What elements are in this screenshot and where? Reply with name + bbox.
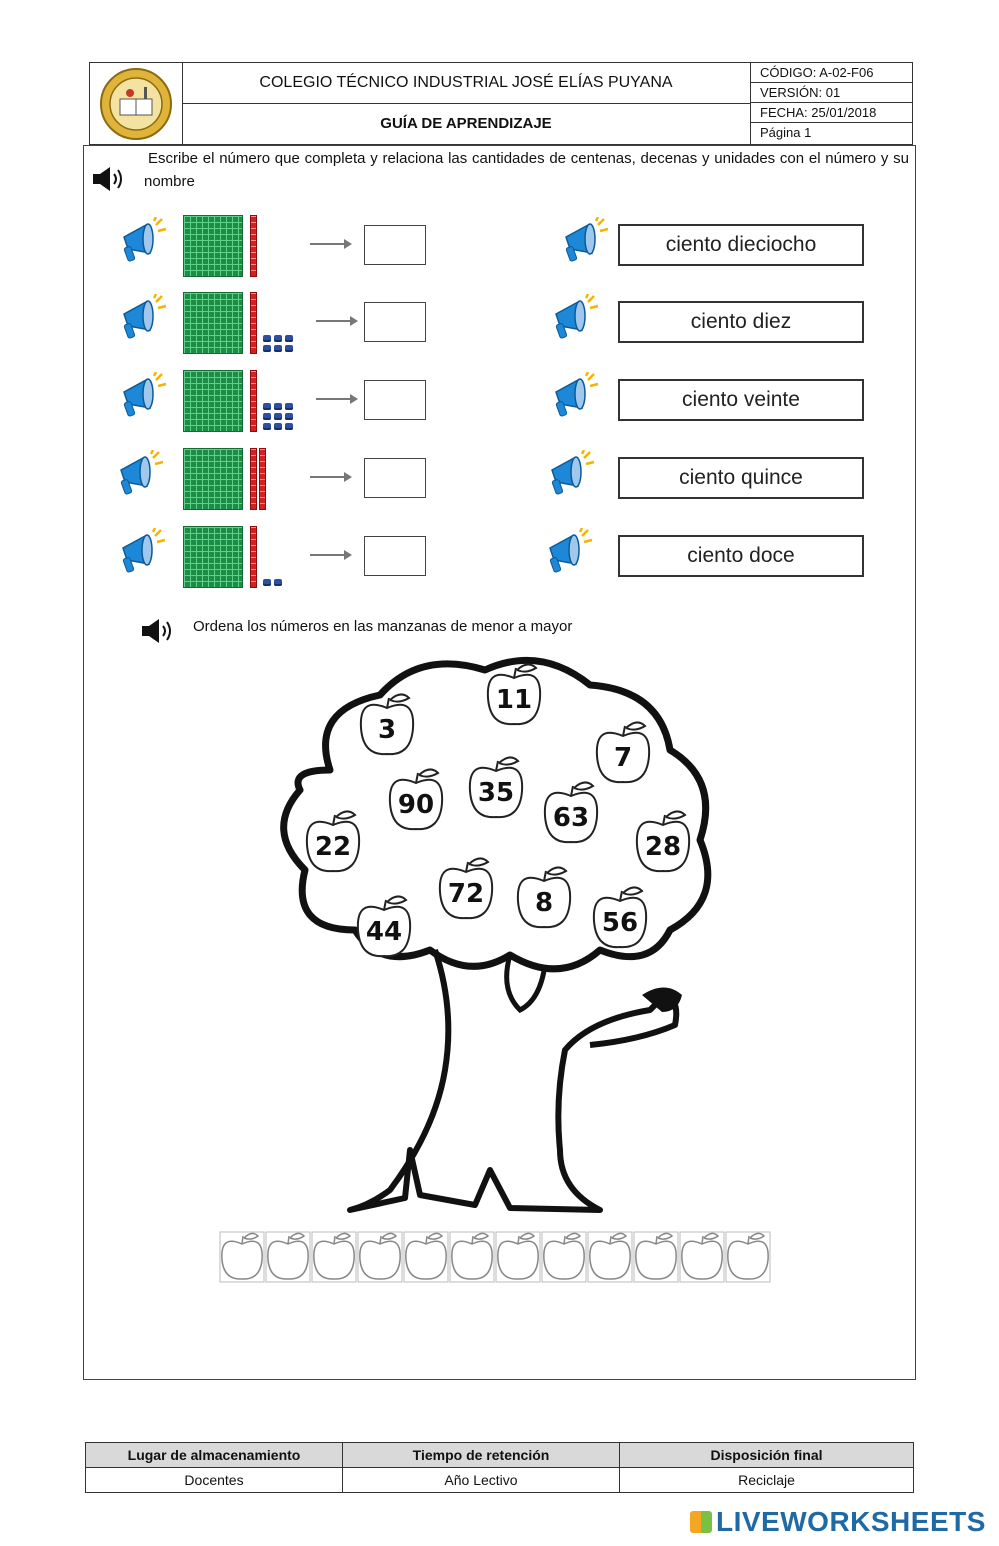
hundred-block [183, 370, 243, 432]
apple-outline-icon [498, 1241, 538, 1279]
apple-number-label: 22 [314, 832, 352, 862]
unit-cube [274, 345, 282, 352]
empty-apple-slot[interactable] [634, 1232, 678, 1282]
disposal-value: Reciclaje [620, 1468, 914, 1493]
apple-number-label: 56 [601, 908, 639, 938]
col-storage-header: Lugar de almacenamiento [86, 1443, 343, 1468]
unit-cube [263, 579, 271, 586]
apple-number-label: 3 [377, 715, 397, 745]
number-name-box[interactable]: ciento quince [618, 457, 864, 499]
empty-apple-slot[interactable] [358, 1232, 402, 1282]
document-meta [750, 63, 913, 144]
megaphone-icon[interactable] [544, 450, 596, 505]
megaphone-icon[interactable] [116, 217, 168, 272]
instruction-1: Escribe el número que completa y relaciona las cantidades de centenas, decenas y unidades con el número y su nombre [144, 150, 909, 190]
page-field: Página 1 [760, 125, 812, 140]
empty-apple-slot[interactable] [680, 1232, 724, 1282]
number-name-box[interactable]: ciento doce [618, 535, 864, 577]
apple-outline-icon [544, 1241, 584, 1279]
unit-cube [285, 345, 293, 352]
speaker-icon[interactable] [92, 165, 130, 198]
empty-apple-slot[interactable] [404, 1232, 448, 1282]
ten-rod [250, 215, 257, 277]
apple-number-label: 72 [447, 879, 485, 909]
version-field: VERSIÓN: 01 [751, 83, 913, 103]
empty-apple-slot[interactable] [496, 1232, 540, 1282]
school-logo [90, 63, 183, 144]
ten-rod [250, 370, 257, 432]
hundred-block [183, 526, 243, 588]
unit-cube [274, 413, 282, 420]
number-name-box[interactable]: ciento dieciocho [618, 224, 864, 266]
empty-apple-slot[interactable] [588, 1232, 632, 1282]
hundred-block [183, 215, 243, 277]
unit-cube [285, 413, 293, 420]
apple-outline-icon [590, 1241, 630, 1279]
brand-text: LIVEWORKSHEETS [716, 1506, 986, 1537]
answer-box[interactable] [364, 302, 426, 342]
unit-cube [274, 335, 282, 342]
code-field: CÓDIGO: A-02-F06 [751, 63, 913, 83]
liveworksheets-badge-icon [690, 1511, 712, 1533]
hundred-block [183, 292, 243, 354]
apple-outline-icon [222, 1241, 262, 1279]
document-header [89, 62, 913, 145]
apple-outline-icon [452, 1241, 492, 1279]
apple-number-label: 7 [613, 743, 633, 773]
arrow-icon [310, 243, 350, 245]
arrow-icon [316, 398, 356, 400]
unit-cube [263, 413, 271, 420]
school-name: COLEGIO TÉCNICO INDUSTRIAL JOSÉ ELÍAS PUYANA [182, 63, 750, 104]
number-name-box[interactable]: ciento diez [618, 301, 864, 343]
hundred-block [183, 448, 243, 510]
answer-box[interactable] [364, 225, 426, 265]
megaphone-icon[interactable] [548, 372, 600, 427]
unit-cube [274, 423, 282, 430]
ten-rod [250, 292, 257, 354]
megaphone-icon[interactable] [113, 450, 165, 505]
apple-outline-icon [728, 1241, 768, 1279]
number-name-box[interactable]: ciento veinte [618, 379, 864, 421]
unit-cube [263, 335, 271, 342]
speaker-icon[interactable] [141, 617, 179, 650]
apple-outline-icon [636, 1241, 676, 1279]
ten-rod [250, 448, 257, 510]
unit-cube [285, 335, 293, 342]
apple-outline-icon [314, 1241, 354, 1279]
ten-rod [259, 448, 266, 510]
megaphone-icon[interactable] [558, 217, 610, 272]
empty-apple-slot[interactable] [312, 1232, 356, 1282]
arrow-icon [316, 320, 356, 322]
unit-cube [263, 403, 271, 410]
apple-number-label: 28 [644, 832, 682, 862]
empty-apple-slot[interactable] [266, 1232, 310, 1282]
apple-number-label: 8 [534, 888, 554, 918]
ten-rod [250, 526, 257, 588]
megaphone-icon[interactable] [116, 294, 168, 349]
answer-box[interactable] [364, 458, 426, 498]
apple-outline-icon [682, 1241, 722, 1279]
storage-value: Docentes [86, 1468, 343, 1493]
unit-cube [263, 423, 271, 430]
unit-cube [285, 403, 293, 410]
apple-number-label: 44 [365, 917, 403, 947]
megaphone-icon[interactable] [542, 528, 594, 583]
unit-cube [263, 345, 271, 352]
retention-value: Año Lectivo [343, 1468, 620, 1493]
liveworksheets-logo[interactable] [690, 1506, 986, 1538]
empty-apple-slot[interactable] [450, 1232, 494, 1282]
unit-cube [274, 579, 282, 586]
apple-outline-icon [268, 1241, 308, 1279]
apple-number-label: 90 [397, 790, 435, 820]
arrow-icon [310, 476, 350, 478]
document-type: GUÍA DE APRENDIZAJE [380, 115, 552, 132]
arrow-icon [310, 554, 350, 556]
megaphone-icon[interactable] [548, 294, 600, 349]
date-field: FECHA: 25/01/2018 [751, 103, 913, 123]
megaphone-icon[interactable] [115, 528, 167, 583]
apple-number-label: 11 [495, 685, 533, 715]
apple-outline-icon [360, 1241, 400, 1279]
answer-box[interactable] [364, 536, 426, 576]
answer-apples-row [218, 1230, 774, 1284]
unit-cube [285, 423, 293, 430]
apple-number-label: 63 [552, 803, 590, 833]
col-disposal-header: Disposición final [620, 1443, 914, 1468]
answer-box[interactable] [364, 380, 426, 420]
unit-cube [274, 403, 282, 410]
apple-tree [270, 650, 730, 1230]
megaphone-icon[interactable] [116, 372, 168, 427]
retention-table [85, 1442, 914, 1493]
instruction-2: Ordena los números en las manzanas de menor a mayor [193, 618, 573, 635]
apple-outline-icon [406, 1241, 446, 1279]
empty-apple-slot[interactable] [220, 1232, 264, 1282]
empty-apple-slot[interactable] [726, 1232, 770, 1282]
col-retention-header: Tiempo de retención [343, 1443, 620, 1468]
empty-apple-slot[interactable] [542, 1232, 586, 1282]
apple-number-label: 35 [477, 778, 515, 808]
